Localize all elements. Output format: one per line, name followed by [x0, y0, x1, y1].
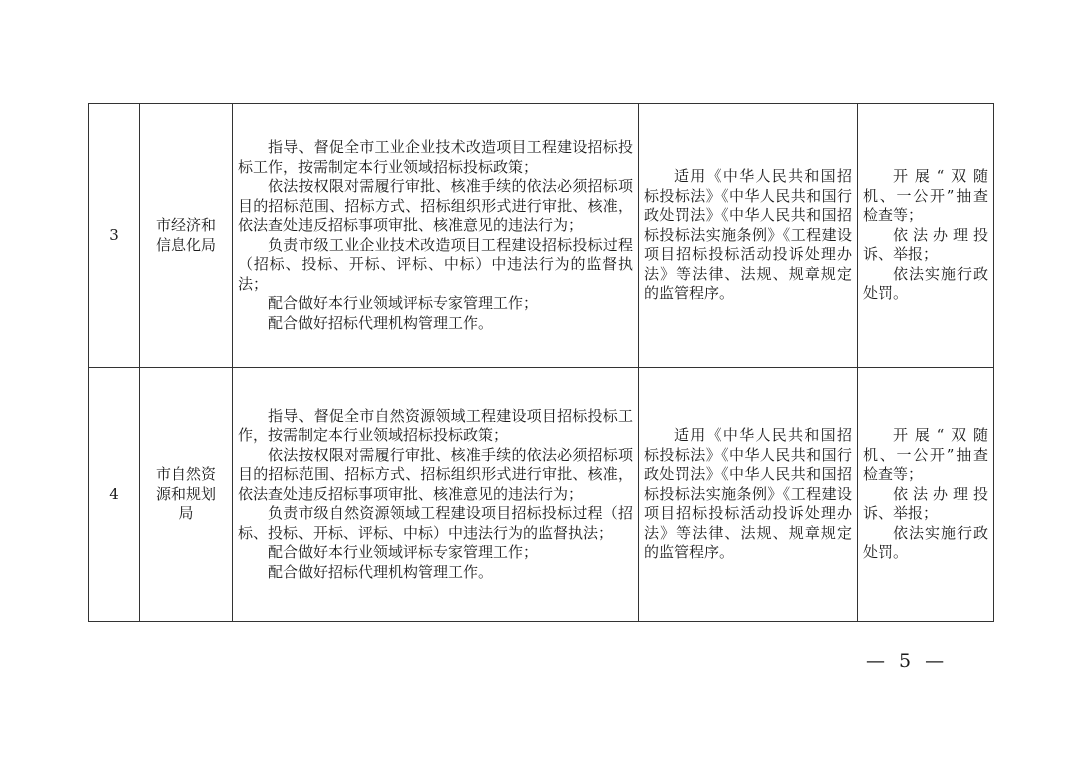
- means-item: 开展“双随机、一公开”抽查检查等；: [863, 426, 988, 484]
- duty-item: 依法按权限对需履行审批、核准手续的依法必须招标项目的招标范围、招标方式、招标组织形式进行审批、核准，依法查处违反招标事项审批、核准意见的违法行为；: [238, 445, 633, 503]
- regulation-table: [88, 103, 994, 622]
- duty-item: 负责市级自然资源领域工程建设项目招标投标过程（招标、投标、开标、评标、中标）中违法行为的监督执法；: [238, 504, 633, 542]
- duty-item: 指导、督促全市自然资源领域工程建设项目招标投标工作，按需制定本行业领域招标投标政策；: [238, 406, 633, 445]
- department-line: 信息化局: [155, 235, 216, 254]
- duties-cell: [233, 104, 639, 368]
- row-number: 3: [89, 104, 140, 368]
- row-number: 4: [89, 368, 140, 622]
- table-row: [89, 368, 994, 622]
- basis-cell: [639, 368, 858, 622]
- department-line: 市自然资: [155, 465, 216, 484]
- means-item: 开展“双随机、一公开”抽查检查等；: [863, 167, 988, 225]
- duty-item: 配合做好招标代理机构管理工作。: [268, 313, 494, 332]
- department-cell: [140, 104, 233, 368]
- duty-item: 指导、督促全市工业企业技术改造项目工程建设招标投标工作，按需制定本行业领域招标投标政策；: [238, 138, 633, 176]
- basis-text: 适用《中华人民共和国招标投标法》《中华人民共和国行政处罚法》《中华人民共和国招标投标法实施条例》《工程建设项目招标投标活动投诉处理办法》等法律、法规、规章规定的监管程序。: [644, 167, 852, 303]
- means-item: 依法办理投诉、举报；: [863, 484, 988, 523]
- means-item: 依法办理投诉、举报；: [863, 225, 988, 264]
- duty-item: 依法按权限对需履行审批、核准手续的依法必须招标项目的招标范围、招标方式、招标组织形式进行审批、核准，依法查处违反招标事项审批、核准意见的违法行为；: [238, 177, 633, 234]
- duty-item: 配合做好本行业领域评标专家管理工作；: [268, 543, 539, 562]
- duty-item: 负责市级工业企业技术改造项目工程建设招标投标过程（招标、投标、开标、评标、中标）中违法行为的监督执法；: [238, 235, 633, 293]
- department-line: 市经济和: [155, 216, 216, 234]
- table-row: [89, 104, 994, 368]
- means-item: 依法实施行政处罚。: [863, 523, 988, 562]
- duty-item: 配合做好招标代理机构管理工作。: [268, 562, 494, 581]
- means-cell: [858, 104, 994, 368]
- department-line: 源和规划: [155, 484, 216, 503]
- basis-text: 适用《中华人民共和国招标投标法》《中华人民共和国行政处罚法》《中华人民共和国招标投标法实施条例》《工程建设项目招标投标活动投诉处理办法》等法律、法规、规章规定的监管程序。: [644, 426, 852, 562]
- basis-cell: [639, 104, 858, 368]
- means-cell: [858, 368, 994, 622]
- duty-item: 配合做好本行业领域评标专家管理工作；: [268, 294, 539, 312]
- duties-cell: [233, 368, 639, 622]
- department-line: 局: [178, 504, 194, 523]
- page-number: — 5 —: [866, 650, 949, 672]
- means-item: 依法实施行政处罚。: [863, 264, 988, 303]
- department-cell: [140, 368, 233, 622]
